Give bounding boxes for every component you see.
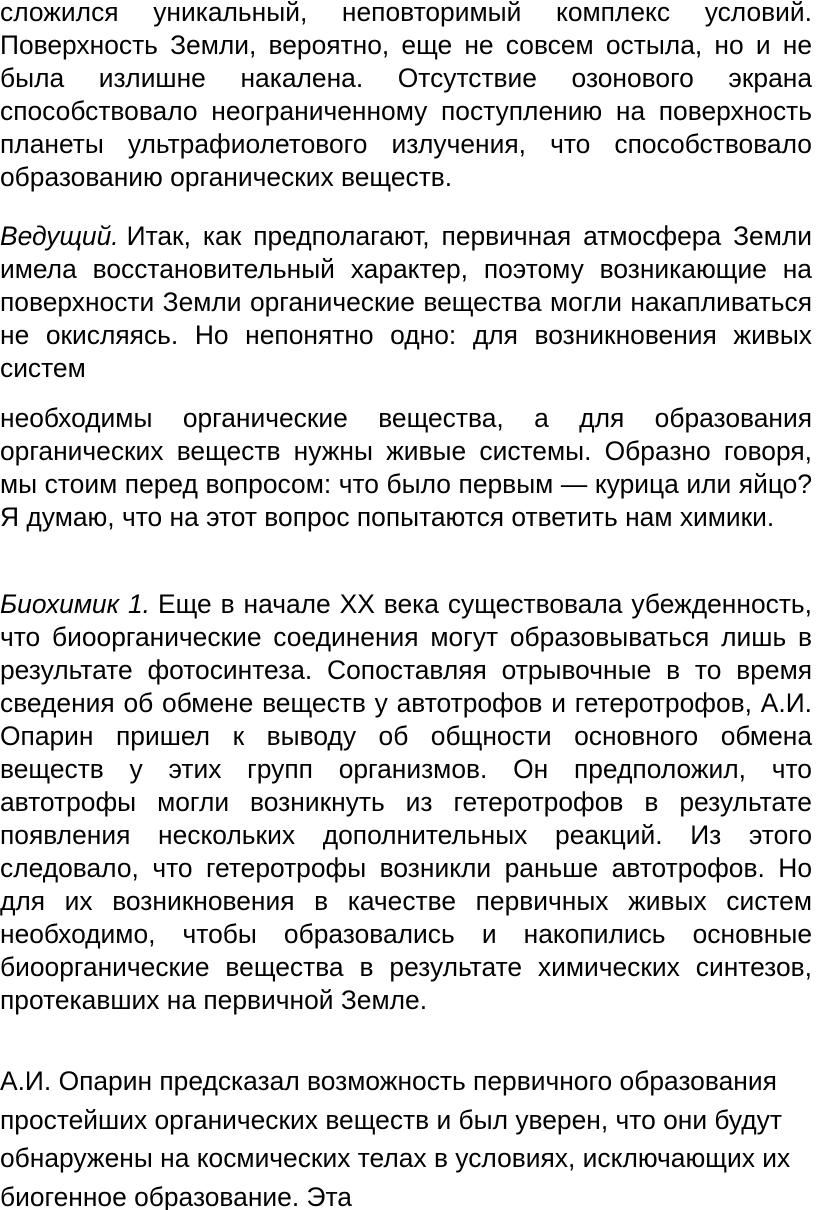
- paragraph-3: [0, 402, 812, 534]
- speaker-label-host: Ведущий.: [0, 221, 119, 251]
- paragraph-5-text: А.И. Опарин предсказал возможность первичного образования простейших органических веществ и был уверен, что они будут обнаружены на космических телах в условиях, исключающих их биогенное образование. Эта: [0, 1066, 791, 1210]
- paragraph-5: [0, 1062, 812, 1210]
- paragraph-3-text: необходимы органические вещества, а для образования органических веществ нужны живые системы. Образно говоря, мы стоим перед вопросом: что было первым — курица или яйцо? Я думаю, что на этот вопрос попытаются ответить нам химики.: [0, 403, 812, 532]
- speaker-label-biochemist-1: Биохимик 1.: [0, 589, 150, 619]
- paragraph-2-text: Итак, как предполагают, первичная атмосфера Земли имела восстановительный характер, поэтому возникающие на поверхности Земли органические вещества могли накапливаться не окисляясь. Но непонятно одно: для возникновения живых систем: [0, 221, 812, 383]
- paragraph-4-text: Еще в начале XX века существовала убежденность, что биоорганические соединения могут образовываться лишь в результате фотосинтеза. Сопоставляя отрывочные в то время сведения об обмене веществ у автотрофов и гетеротрофов, А.И. Опарин пришел к выводу об общности основного обмена веществ у этих групп организмов. Он предположил, что автотрофы могли возникнуть из гетеротрофов в результате появления нескольких дополнительных реакций. Из этого следовало, что гетеротрофы возникли раньше автотрофов. Но для их возникновения в качестве первичных живых систем необходимо, чтобы образовались и накопились основные биоорганические вещества в результате химических синтезов, протекавших на первичной Земле.: [0, 589, 812, 1015]
- paragraph-4: [0, 588, 812, 1017]
- paragraph-1: [0, 0, 812, 194]
- paragraph-1-text: сложился уникальный, неповторимый комплекс условий. Поверхность Земли, вероятно, еще не совсем остыла, но и не была излишне накалена. Отсутствие озонового экрана способствовало неограниченному поступлению на поверхность планеты ультрафиолетового излучения, что способствовало образованию органических веществ.: [0, 0, 812, 192]
- paragraph-2: [0, 220, 812, 385]
